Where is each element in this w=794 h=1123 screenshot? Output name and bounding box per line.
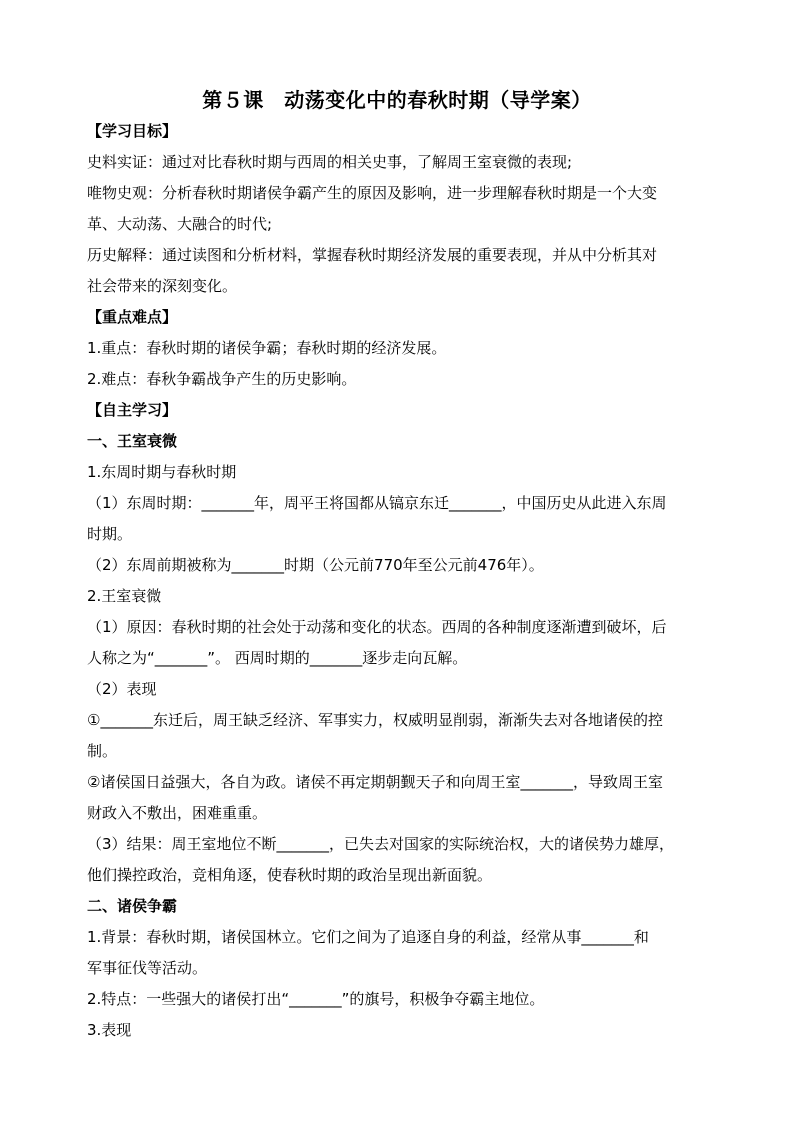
text-line: （1）原因：春秋时期的社会处于动荡和变化的状态。西周的各种制度逐渐遭到破坏，后 <box>87 618 667 636</box>
text-line: 财政入不敷出，困难重重。 <box>87 804 268 822</box>
text-line: 1.东周时期与春秋时期 <box>87 463 237 481</box>
section-heading: 二、诸侯争霸 <box>87 897 178 915</box>
text-line: （3）结果：周王室地位不断_______，已失去对国家的实际统治权，大的诸侯势力雄厚， <box>87 835 675 853</box>
text-line: 军事征伐等活动。 <box>87 959 208 977</box>
text-line: 他们操控政治，竞相角逐，使春秋时期的政治呈现出新面貌。 <box>87 866 493 884</box>
text-line: 2.特点：一些强大的诸侯打出“_______”的旗号，积极争夺霸主地位。 <box>87 990 545 1008</box>
section-heading: 【学习目标】 <box>87 122 178 140</box>
document-body <box>87 116 709 1046</box>
text-line: 社会带来的深刻变化。 <box>87 277 238 295</box>
text-line: （2）表现 <box>87 680 157 698</box>
text-line: 1.背景：春秋时期，诸侯国林立。它们之间为了追逐自身的利益，经常从事_______和 <box>87 928 649 946</box>
text-line: 时期。 <box>87 525 133 543</box>
text-line: 史料实证：通过对比春秋时期与西周的相关史事，了解周王室衰微的表现; <box>87 153 573 171</box>
text-line: 1.重点：春秋时期的诸侯争霸；春秋时期的经济发展。 <box>87 339 447 357</box>
text-line: 2.难点：春秋争霸战争产生的历史影响。 <box>87 370 357 388</box>
text-line: ①_______东迁后，周王缺乏经济、军事实力，权威明显削弱，渐渐失去对各地诸侯的控 <box>87 711 663 729</box>
section-heading: 【重点难点】 <box>87 308 178 326</box>
text-line: 2.王室衰微 <box>87 587 162 605</box>
text-line: 革、大动荡、大融合的时代; <box>87 215 273 233</box>
text-line: 制。 <box>87 742 118 760</box>
text-line: 历史解释：通过读图和分析材料，掌握春秋时期经济发展的重要表现，并从中分析其对 <box>87 246 658 264</box>
text-line: （1）东周时期：_______年，周平王将国都从镐京东迁_______，中国历史从此进入东周 <box>87 494 667 512</box>
text-line: 人称之为“_______”。 西周时期的_______逐步走向瓦解。 <box>87 649 468 667</box>
page-title: 第５课 动荡变化中的春秋时期（导学案） <box>202 88 592 112</box>
text-line: 3.表现 <box>87 1021 132 1039</box>
section-heading: 【自主学习】 <box>87 401 178 419</box>
text-line: 唯物史观：分析春秋时期诸侯争霸产生的原因及影响，进一步理解春秋时期是一个大变 <box>87 184 658 202</box>
text-line: （2）东周前期被称为_______时期（公元前770年至公元前476年）。 <box>87 556 544 574</box>
text-line: ②诸侯国日益强大，各自为政。诸侯不再定期朝觐天子和向周王室_______，导致周王室 <box>87 773 663 791</box>
section-heading: 一、王室衰微 <box>87 432 178 450</box>
